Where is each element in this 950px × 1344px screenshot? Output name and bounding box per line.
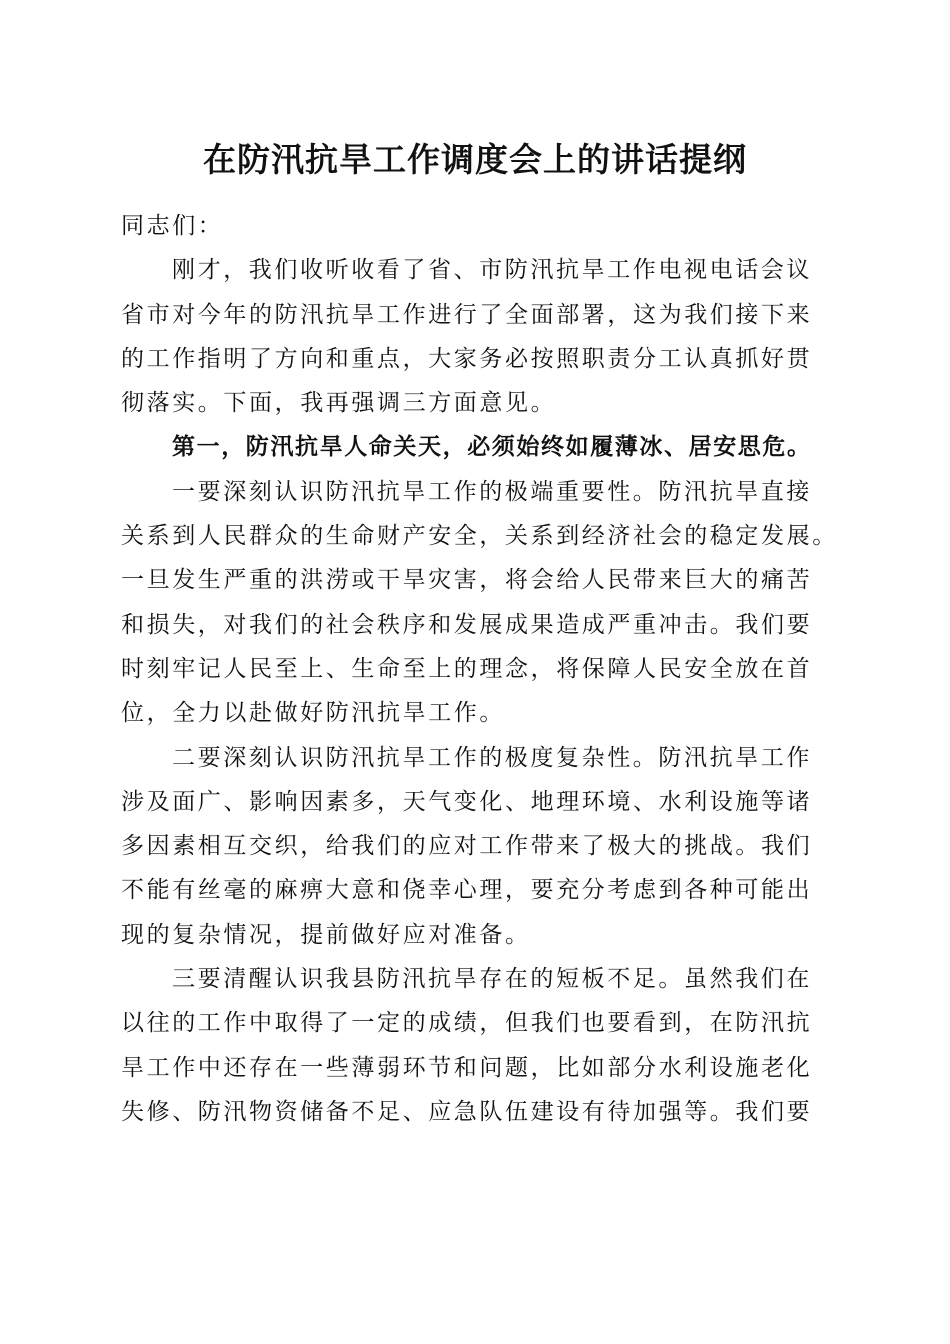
paragraph-line: 一旦发生严重的洪涝或干旱灾害，将会给人民带来巨大的痛苦 [121,567,813,594]
paragraph-line: 现的复杂情况，提前做好应对准备。 [121,921,531,948]
paragraph-line: 位，全力以赴做好防汛抗旱工作。 [121,700,505,727]
paragraph-line: 关系到人民群众的生命财产安全，关系到经济社会的稳定发展。 [121,523,838,550]
paragraph-line: 的工作指明了方向和重点，大家务必按照职责分工认真抓好贯 [121,345,813,372]
paragraph-line: 时刻牢记人民至上、生命至上的理念，将保障人民安全放在首 [121,655,813,682]
paragraph-intro [121,248,827,425]
paragraph-line: 刚才，我们收听收看了省、市防汛抗旱工作电视电话会议 [172,257,812,284]
document-body [121,204,838,1134]
paragraph-line: 不能有丝毫的麻痹大意和侥幸心理，要充分考虑到各种可能出 [121,877,813,904]
paragraph-line: 彻落实。下面，我再强调三方面意见。 [121,390,557,417]
paragraph-point-three [121,957,827,1134]
document-title: 在防汛抗旱工作调度会上的讲话提纲 [203,140,747,179]
paragraph-point-two [121,736,827,957]
section-heading [121,425,827,469]
salutation: 同志们： [121,213,224,239]
paragraph-line: 涉及面广、影响因素多，天气变化、地理环境、水利设施等诸 [121,788,813,815]
paragraph-line: 一要深刻认识防汛抗旱工作的极端重要性。防汛抗旱直接 [172,478,812,505]
paragraph-point-one [121,470,838,736]
paragraph-line: 三要清醒认识我县防汛抗旱存在的短板不足。虽然我们在 [172,966,812,993]
paragraph-line: 省市对今年的防汛抗旱工作进行了全面部署，这为我们接下来 [121,301,813,328]
paragraph-line: 和损失，对我们的社会秩序和发展成果造成严重冲击。我们要 [121,611,813,638]
paragraph-line: 旱工作中还存在一些薄弱环节和问题，比如部分水利设施老化 [121,1054,813,1081]
paragraph-line: 多因素相互交织，给我们的应对工作带来了极大的挑战。我们 [121,833,813,860]
heading-line: 第一，防汛抗旱人命关天，必须始终如履薄冰、居安思危。 [172,433,812,461]
paragraph-line: 二要深刻认识防汛抗旱工作的极度复杂性。防汛抗旱工作 [172,744,812,771]
paragraph-line: 以往的工作中取得了一定的成绩，但我们也要看到，在防汛抗 [121,1010,813,1037]
paragraph-line: 失修、防汛物资储备不足、应急队伍建设有待加强等。我们要 [121,1098,813,1125]
